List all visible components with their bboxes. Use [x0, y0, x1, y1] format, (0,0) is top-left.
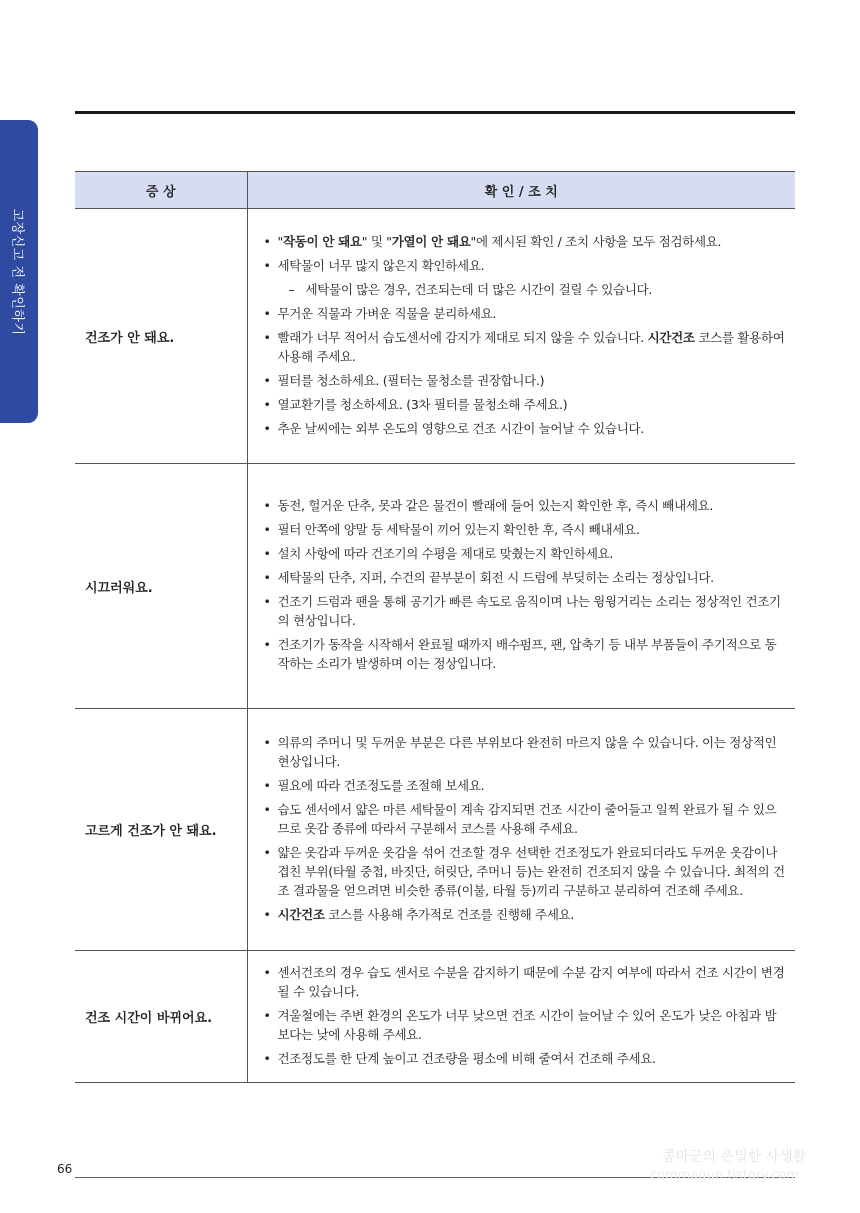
table-row [75, 709, 795, 951]
list-item [262, 256, 788, 275]
list-item [262, 963, 788, 1001]
header-action: 확 인 / 조 치 [247, 172, 795, 209]
item-text: 열교환기를 청소하세요. (3차 필터를 물청소해 주세요.) [277, 396, 568, 412]
item-text: 세탁물의 단추, 지퍼, 수건의 끝부분이 회전 시 드럼에 부딪히는 소리는 정상입니다. [277, 570, 714, 585]
item-text: 세탁물이 너무 많지 않은지 확인하세요. [277, 257, 485, 273]
list-item [262, 568, 788, 587]
item-text: "에 제시된 확인 / 조치 사항을 모두 점검하세요. [470, 233, 722, 249]
list-item [262, 1049, 788, 1068]
list-item [262, 776, 788, 795]
item-text: 센서건조의 경우 습도 센서로 수분을 감지하기 때문에 수분 감지 여부에 따라서 건조 시간이 변경될 수 있습니다. [277, 964, 785, 999]
list-item [262, 800, 788, 838]
table-row [75, 209, 795, 464]
table-row [75, 464, 795, 709]
item-text: 필터를 청소하세요. (필터는 물청소를 권장합니다.) [277, 372, 545, 388]
list-item [262, 635, 788, 673]
symptom-cell: 고르게 건조가 안 돼요. [75, 709, 247, 951]
list-item [262, 232, 788, 251]
emphasis-text: 시간건조 [277, 906, 325, 922]
item-text: 얇은 옷감과 두꺼운 옷감을 섞어 건조할 경우 선택한 건조정도가 완료되더라도 두꺼운 옷감이나 겹친 부위(타월 중첩, 바짓단, 허릿단, 주머니 등)는 완전히 건조되지 않을 수 있습니다. 최적의 건조 결과물을 얻으려면 비슷한 종류(이불, 타월 등)끼리 구분하고 분리하여 건조해 주세요. [277, 844, 785, 898]
item-text: 코스를 활용하여 사용해 주세요. [277, 329, 785, 364]
page-number: 66 [57, 1162, 73, 1176]
list-item [262, 733, 788, 771]
item-text: 설치 사항에 따라 건조기의 수평을 제대로 맞췄는지 확인하세요. [277, 546, 614, 561]
action-cell [247, 709, 795, 951]
list-item [262, 496, 788, 515]
emphasis-text: 가열이 안 돼요 [391, 233, 471, 249]
emphasis-text: 시간건조 [647, 329, 695, 345]
list-item [262, 280, 788, 299]
list-item [262, 905, 788, 924]
list-item [262, 371, 788, 390]
table-row [75, 951, 795, 1083]
item-text: 필터 안쪽에 양말 등 세탁물이 끼어 있는지 확인한 후, 즉시 빼내세요. [277, 522, 640, 537]
section-side-tab[interactable] [0, 120, 38, 423]
item-text: 의류의 주머니 및 두꺼운 부분은 다른 부위보다 완전히 마르지 않을 수 있습니다. 이는 정상적인 현상입니다. [277, 734, 777, 769]
list-item [262, 592, 788, 630]
item-text: 코스를 사용해 추가적로 건조를 진행해 주세요. [324, 906, 575, 922]
action-list [262, 733, 788, 924]
list-item [262, 843, 788, 900]
list-item [262, 520, 788, 539]
list-item [262, 328, 788, 366]
item-text: 추운 날씨에는 외부 온도의 영향으로 건조 시간이 늘어날 수 있습니다. [277, 420, 644, 436]
table-body [75, 209, 795, 1083]
action-list [262, 963, 788, 1068]
list-item [262, 419, 788, 438]
list-item [262, 304, 788, 323]
action-list [262, 232, 788, 438]
symptom-cell: 시끄러워요. [75, 464, 247, 709]
item-text: 건조정도를 한 단계 높이고 건조량을 평소에 비해 줄여서 건조해 주세요. [277, 1050, 656, 1066]
watermark-blog-name: 콤마군의 은밀한 사생활 [662, 1149, 807, 1165]
item-text: 무거운 직물과 가벼운 직물을 분리하세요. [277, 305, 497, 321]
action-cell [247, 951, 795, 1083]
header-symptom: 증 상 [75, 172, 247, 209]
list-item [262, 395, 788, 414]
list-item [262, 544, 788, 563]
troubleshooting-table [75, 171, 795, 1083]
item-text: 겨울철에는 주변 환경의 온도가 너무 낮으면 건조 시간이 늘어날 수 있어 온도가 낮은 아침과 밤보다는 낮에 사용해 주세요. [277, 1007, 777, 1042]
symptom-cell: 건조 시간이 바뀌어요. [75, 951, 247, 1083]
action-cell [247, 209, 795, 464]
item-text: 필요에 따라 건조정도를 조절해 보세요. [277, 777, 485, 793]
table-header-row [75, 172, 795, 209]
item-text: 세탁물이 많은 경우, 건조되는데 더 많은 시간이 걸릴 수 있습니다. [305, 281, 653, 297]
side-tab-label: 고장신고 전 확인하기 [9, 208, 25, 335]
item-text: " [277, 233, 283, 249]
item-text: 습도 센서에서 얇은 마른 세탁물이 계속 감지되면 건조 시간이 줄어들고 일찍 완료가 될 수 있으므로 옷감 종류에 따라서 구분해서 코스를 사용해 주세요. [277, 801, 777, 836]
header-rule [75, 111, 795, 114]
watermark-url: commagun.tistory.com [650, 1168, 799, 1183]
item-text: 동전, 헐거운 단추, 못과 같은 물건이 빨래에 들어 있는지 확인한 후, 즉시 빼내세요. [277, 498, 714, 513]
emphasis-text: 작동이 안 돼요 [282, 233, 362, 249]
action-cell [247, 464, 795, 709]
item-text: 건조기 드럼과 팬을 통해 공기가 빠른 속도로 움직이며 나는 윙윙거리는 소리는 정상적인 건조기의 현상입니다. [277, 594, 781, 628]
action-list [262, 496, 788, 673]
list-item [262, 1006, 788, 1044]
item-text: 빨래가 너무 적어서 습도센서에 감지가 제대로 되지 않을 수 있습니다. [277, 329, 648, 345]
item-text: 건조기가 동작을 시작해서 완료될 때까지 배수펌프, 팬, 압축기 등 내부 부품들이 주기적으로 동작하는 소리가 발생하며 이는 정상입니다. [277, 637, 777, 671]
symptom-cell: 건조가 안 돼요. [75, 209, 247, 464]
item-text: " 및 " [361, 233, 392, 249]
